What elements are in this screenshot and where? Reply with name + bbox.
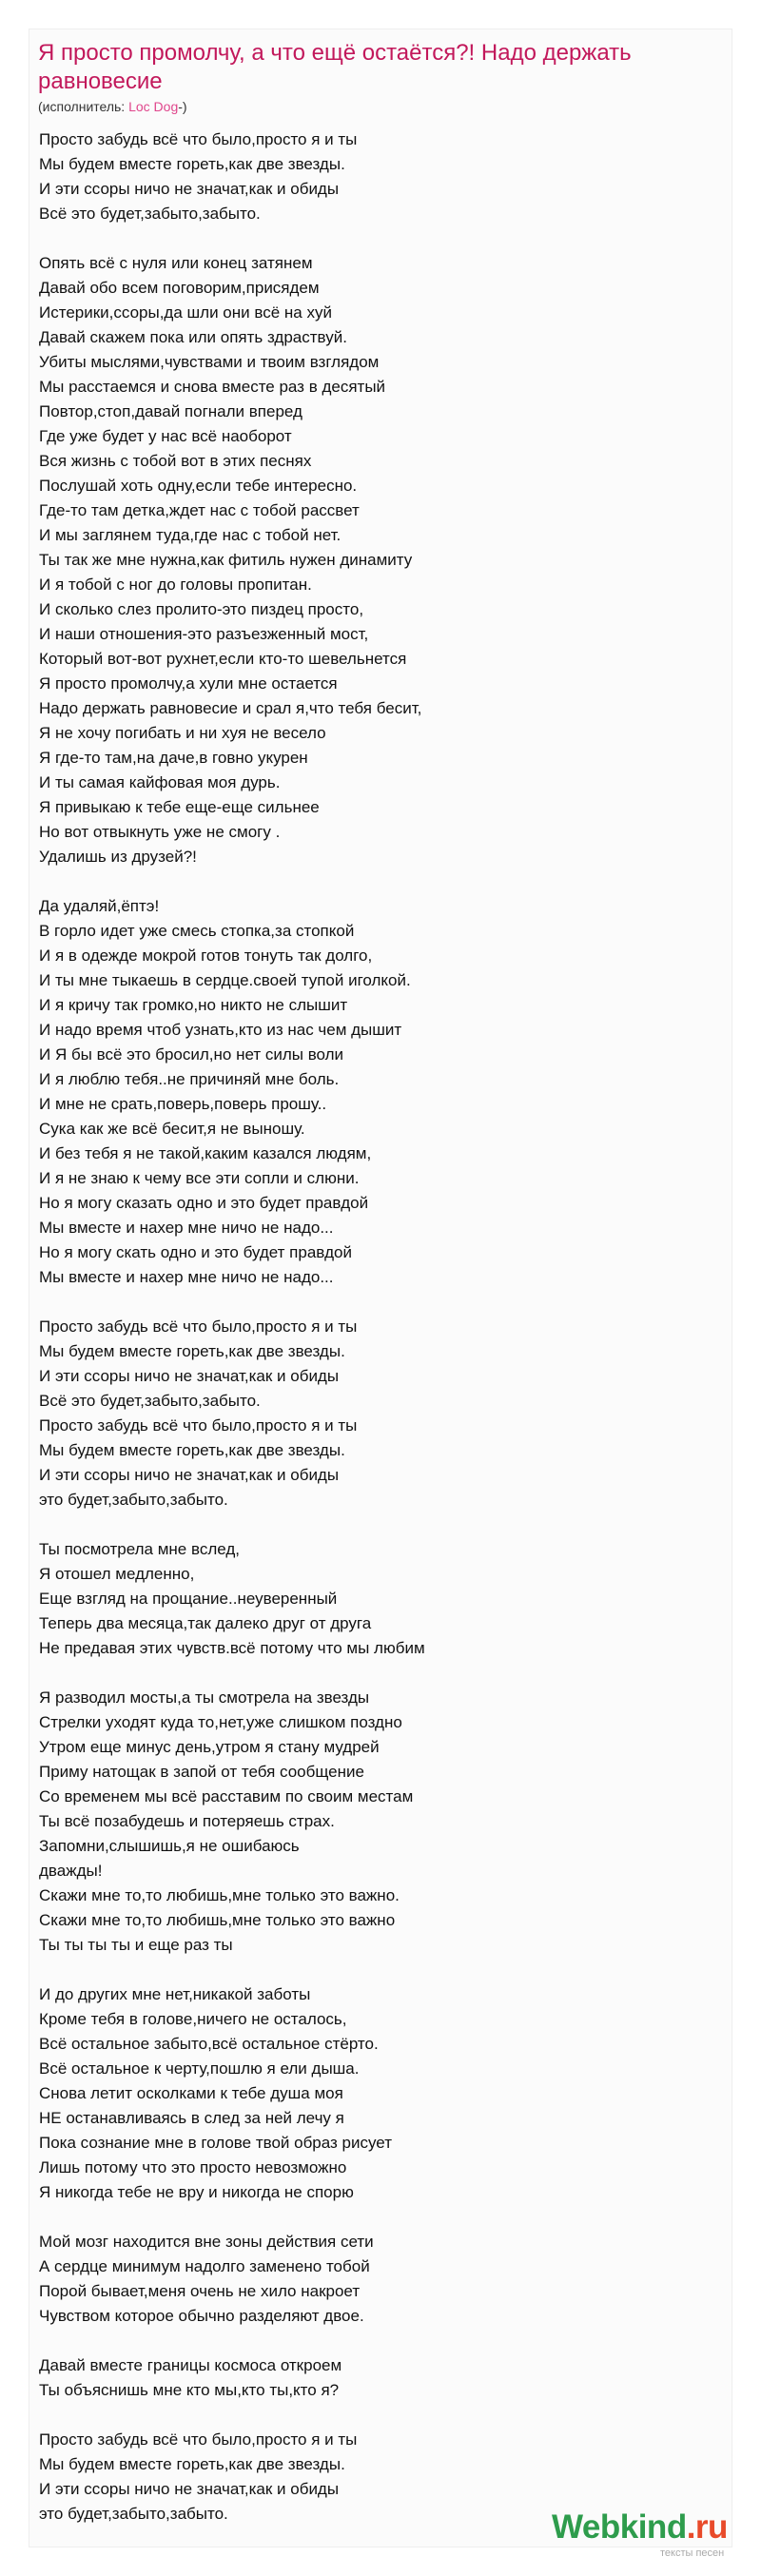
lyrics-line: Сука как же всё бесит,я не выношу. — [39, 1120, 305, 1138]
lyrics-line: Скажи мне то,то любишь,мне только это важно — [39, 1911, 396, 1929]
lyrics-line: Мы вместе и нахер мне ничо не надо... — [39, 1268, 334, 1286]
lyrics-line: Еще взгляд на прощание..неуверенный — [39, 1590, 338, 1608]
lyrics-line: И ты мне тыкаешь в сердце.своей тупой иголкой. — [39, 971, 411, 989]
lyrics-line: Я не хочу погибать и ни хуя не весело — [39, 724, 326, 742]
lyrics-line: Я разводил мосты,а ты смотрела на звезды — [39, 1688, 370, 1707]
performer-line — [38, 98, 187, 115]
lyrics-line: Я привыкаю к тебе еще-еще сильнее — [39, 798, 320, 816]
lyrics-line: Всё остальное забыто,всё остальное стёрто. — [39, 2035, 379, 2053]
lyrics-line: И эти ссоры ничо не значат,как и обиды — [39, 180, 340, 198]
lyrics-body — [39, 127, 724, 2551]
lyrics-line: И эти ссоры ничо не значат,как и обиды — [39, 1466, 340, 1484]
site-logo[interactable] — [552, 2508, 742, 2567]
lyrics-line: Мы вместе и нахер мне ничо не надо... — [39, 1219, 334, 1237]
lyrics-line: Я отошел медленно, — [39, 1565, 195, 1583]
lyrics-line: Стрелки уходят куда то,нет,уже слишком поздно — [39, 1713, 402, 1731]
lyrics-line: Снова летит осколками к тебе душа моя — [39, 2084, 343, 2102]
lyrics-line: И надо время чтоб узнать,кто из нас чем дышит — [39, 1021, 402, 1039]
lyrics-line: Мой мозг находится вне зоны действия сети — [39, 2233, 374, 2251]
lyrics-line: Давай обо всем поговорим,присядем — [39, 279, 320, 297]
lyrics-line: Но я могу скать одно и это будет правдой — [39, 1243, 353, 1261]
lyrics-line: Ты объяснишь мне кто мы,кто ты,кто я? — [39, 2381, 340, 2399]
lyrics-line: Пока сознание мне в голове твой образ рисует — [39, 2134, 392, 2152]
lyrics-line: И я в одежде мокрой готов тонуть так долго, — [39, 946, 373, 965]
lyrics-line: Истерики,ссоры,да шли они всё на хуй — [39, 303, 332, 322]
lyrics-line: Приму натощак в запой от тебя сообщение — [39, 1763, 364, 1781]
lyrics-line: Убиты мыслями,чувствами и твоим взглядом — [39, 353, 380, 371]
lyrics-line: Со временем мы всё расставим по своим местам — [39, 1787, 414, 1805]
lyrics-line: Кроме тебя в голове,ничего не осталось, — [39, 2010, 347, 2028]
lyrics-line: Скажи мне то,то любишь,мне только это важно. — [39, 1886, 400, 1904]
lyrics-line: Ты так же мне нужна,как фитиль нужен динамиту — [39, 551, 413, 569]
lyrics-line: И я не знаю к чему все эти сопли и слюни. — [39, 1169, 360, 1187]
lyrics-line: Где уже будет у нас всё наоборот — [39, 427, 292, 445]
lyrics-line: И я люблю тебя..не причиняй мне боль. — [39, 1070, 340, 1088]
performer-link[interactable]: Loc Dog — [128, 99, 179, 114]
lyrics-line: Всё это будет,забыто,забыто. — [39, 205, 261, 223]
lyrics-line: И я кричу так громко,но никто не слышит — [39, 996, 348, 1014]
lyrics-line: Удалишь из друзей?! — [39, 848, 197, 866]
lyrics-line: Который вот-вот рухнет,если кто-то шевельнется — [39, 650, 407, 668]
lyrics-line: И ты самая кайфовая моя дурь. — [39, 773, 281, 791]
logo-tagline: тексты песен — [660, 2547, 725, 2559]
lyrics-line: Вся жизнь с тобой вот в этих песнях — [39, 452, 312, 470]
lyrics-line: Повтор,стоп,давай погнали вперед — [39, 402, 302, 420]
performer-suffix: -) — [178, 99, 187, 114]
page-title: Я просто промолчу, а что ещё остаётся?! Надо держать равновесие — [38, 40, 632, 94]
lyrics-line: Ты посмотрела мне вслед, — [39, 1540, 240, 1558]
lyrics-line: НЕ останавливаясь в след за ней лечу я — [39, 2109, 344, 2127]
lyrics-line: И мне не срать,поверь,поверь прошу.. — [39, 1095, 327, 1113]
lyrics-line: Где-то там детка,ждет нас с тобой рассвет — [39, 501, 360, 519]
logo-wordmark — [552, 2508, 728, 2547]
lyrics-line: Просто забудь всё что было,просто я и ты — [39, 2430, 358, 2449]
lyrics-line: Ты ты ты ты и еще раз ты — [39, 1936, 233, 1954]
lyrics-line: Давай вместе границы космоса откроем — [39, 2356, 342, 2374]
lyrics-line: Мы будем вместе гореть,как две звезды. — [39, 1441, 345, 1459]
lyrics-line: Опять всё с нуля или конец затянем — [39, 254, 313, 272]
lyrics-line: Ты всё позабудешь и потеряешь страх. — [39, 1812, 335, 1830]
lyrics-line: дважды! — [39, 1862, 103, 1880]
lyrics-line: И эти ссоры ничо не значат,как и обиды — [39, 2480, 340, 2498]
lyrics-stanza — [39, 127, 724, 226]
lyrics-stanza — [39, 1315, 724, 1512]
lyrics-line: И эти ссоры ничо не значат,как и обиды — [39, 1367, 340, 1385]
lyrics-stanza — [39, 1982, 724, 2205]
lyrics-stanza — [39, 251, 724, 869]
lyrics-line: Но я могу сказать одно и это будет правдой — [39, 1194, 369, 1212]
lyrics-line: Но вот отвыкнуть уже не смогу . — [39, 823, 281, 841]
lyrics-line: Не предавая этих чувств.всё потому что мы любим — [39, 1639, 425, 1657]
lyrics-line: Послушай хоть одну,если тебе интересно. — [39, 477, 358, 495]
lyrics-line: Мы расстаемся и снова вместе раз в десятый — [39, 378, 386, 396]
lyrics-line: И я тобой с ног до головы пропитан. — [39, 576, 312, 594]
lyrics-line: Я просто промолчу,а хули мне остается — [39, 674, 338, 693]
lyrics-line: И Я бы всё это бросил,но нет силы воли — [39, 1045, 344, 1064]
lyrics-stanza — [39, 2353, 724, 2403]
lyrics-line: Я где-то там,на даче,в говно укурен — [39, 749, 308, 767]
lyrics-line: Запомни,слышишь,я не ошибаюсь — [39, 1837, 300, 1855]
lyrics-line: Да удаляй,ёптэ! — [39, 897, 160, 915]
lyrics-line: Порой бывает,меня очень не хило накроет — [39, 2282, 361, 2300]
lyrics-line: Я никогда тебе не вру и никогда не спорю — [39, 2183, 354, 2201]
lyrics-line: И без тебя я не такой,каким казался людям, — [39, 1144, 372, 1162]
lyrics-line: А сердце минимум надолго заменено тобой — [39, 2257, 370, 2275]
lyrics-line: И до других мне нет,никакой заботы — [39, 1985, 311, 2003]
lyrics-line: это будет,забыто,забыто. — [39, 2505, 228, 2523]
lyrics-line: Всё остальное к черту,пошлю я ели дыша. — [39, 2059, 360, 2078]
lyrics-line: Лишь потому что это просто невозможно — [39, 2158, 347, 2176]
performer-prefix: (исполнитель: — [38, 99, 129, 114]
lyrics-stanza — [39, 2230, 724, 2329]
lyrics-line: Надо держать равновесие и срал я,что тебя бесит, — [39, 699, 422, 717]
lyrics-line: Чувством которое обычно разделяют двое. — [39, 2307, 364, 2325]
lyrics-line: Утром еще минус день,утром я стану мудрей — [39, 1738, 380, 1756]
lyrics-line: В горло идет уже смесь стопка,за стопкой — [39, 922, 355, 940]
lyrics-line: И сколько слез пролито-это пиздец просто, — [39, 600, 364, 618]
lyrics-line: Всё это будет,забыто,забыто. — [39, 1392, 261, 1410]
lyrics-line: Мы будем вместе гореть,как две звезды. — [39, 1342, 345, 1360]
lyrics-line: Мы будем вместе гореть,как две звезды. — [39, 155, 345, 173]
lyrics-line: Просто забудь всё что было,просто я и ты — [39, 130, 358, 148]
lyrics-stanza — [39, 894, 724, 1290]
lyrics-line: Давай скажем пока или опять здраствуй. — [39, 328, 347, 346]
logo-name: Webkind — [552, 2508, 687, 2546]
lyrics-line: это будет,забыто,забыто. — [39, 1491, 228, 1509]
lyrics-line: Просто забудь всё что было,просто я и ты — [39, 1416, 358, 1434]
lyrics-line: И мы заглянем туда,где нас с тобой нет. — [39, 526, 341, 544]
lyrics-line: И наши отношения-это разъезженный мост, — [39, 625, 369, 643]
lyrics-stanza — [39, 1537, 724, 1661]
lyrics-line: Просто забудь всё что было,просто я и ты — [39, 1317, 358, 1336]
logo-tld: .ru — [686, 2508, 728, 2546]
lyrics-stanza — [39, 1686, 724, 1958]
lyrics-line: Теперь два месяца,так далеко друг от друга — [39, 1614, 372, 1632]
lyrics-line: Мы будем вместе гореть,как две звезды. — [39, 2455, 345, 2473]
